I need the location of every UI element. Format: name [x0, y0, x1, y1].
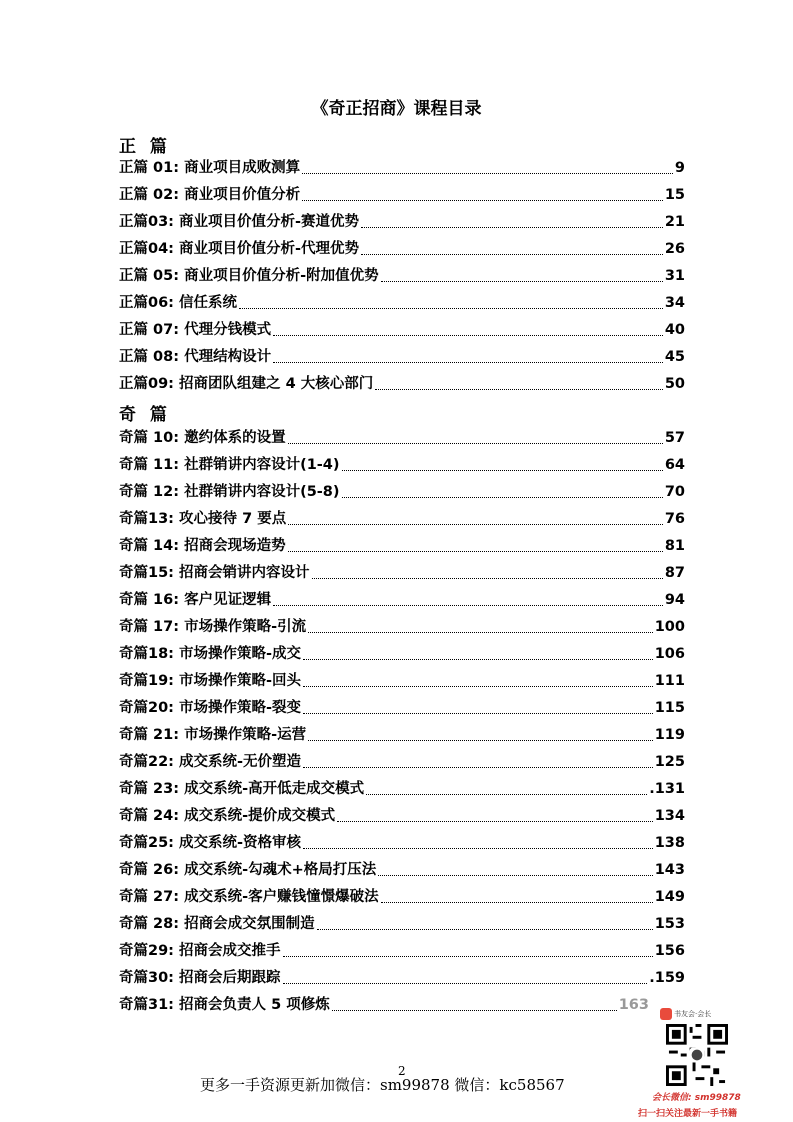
toc-entry-label: 奇篇 26: 成交系统-勾魂术+格局打压法	[119, 862, 377, 878]
toc-entry-label: 奇篇13: 攻心接待 7 要点	[119, 511, 287, 527]
toc-entry-label: 奇篇19: 市场操作策略-回头	[119, 673, 302, 689]
toc-entry-page: 156	[654, 943, 685, 959]
toc-leader-dots	[317, 928, 653, 930]
toc-entry-page: .131	[649, 781, 685, 797]
page-number: 2	[398, 1064, 406, 1078]
toc-entry-label: 正篇03: 商业项目价值分析-赛道优势	[119, 214, 360, 230]
toc-leader-dots	[332, 1009, 617, 1011]
toc-entry[interactable]	[119, 858, 685, 880]
toc-entry-label: 奇篇 14: 招商会现场造势	[119, 538, 286, 554]
toc-entry-label: 奇篇 23: 成交系统-高开低走成交模式	[119, 781, 365, 797]
toc-entry[interactable]	[119, 615, 685, 637]
toc-leader-dots	[288, 523, 663, 525]
toc-leader-dots	[303, 658, 653, 660]
toc-entry[interactable]	[119, 939, 685, 961]
toc-leader-dots	[288, 442, 663, 444]
toc-entry-page: 106	[654, 646, 685, 662]
toc-entry-label: 奇篇22: 成交系统-无价塑造	[119, 754, 302, 770]
qr-header-text: 书友会·会长	[674, 1010, 712, 1018]
toc-entry-label: 奇篇15: 招商会销讲内容设计	[119, 565, 310, 581]
toc-entry[interactable]	[119, 669, 685, 691]
toc-entry-page: 134	[654, 808, 685, 824]
toc-entry[interactable]	[119, 993, 649, 1015]
qr-code-icon	[666, 1024, 728, 1086]
toc-leader-dots	[273, 604, 663, 606]
toc-leader-dots	[378, 874, 652, 876]
toc-entry[interactable]	[119, 642, 685, 664]
toc-entry-page: 111	[654, 673, 685, 689]
toc-leader-dots	[366, 793, 647, 795]
toc-entry-page: 34	[664, 295, 685, 311]
toc-entry-label: 正篇09: 招商团队组建之 4 大核心部门	[119, 376, 374, 392]
toc-entry-page: 125	[654, 754, 685, 770]
toc-entry-label: 奇篇 28: 招商会成交氛围制造	[119, 916, 315, 932]
toc-leader-dots	[303, 847, 653, 849]
toc-entry[interactable]	[119, 831, 685, 853]
toc-entry-label: 奇篇 12: 社群销讲内容设计(5-8)	[119, 484, 340, 500]
toc-entry-label: 奇篇 27: 成交系统-客户赚钱憧憬爆破法	[119, 889, 379, 905]
logo-icon	[660, 1008, 672, 1020]
toc-entry[interactable]	[119, 750, 685, 772]
toc-entry-page: 76	[664, 511, 685, 527]
toc-entry[interactable]	[119, 885, 685, 907]
toc-entry[interactable]	[119, 345, 685, 367]
toc-entry[interactable]	[119, 966, 685, 988]
toc-entry-label: 奇篇18: 市场操作策略-成交	[119, 646, 302, 662]
toc-leader-dots	[283, 982, 648, 984]
toc-entry[interactable]	[119, 372, 685, 394]
toc-leader-dots	[273, 361, 663, 363]
toc-leader-dots	[381, 280, 663, 282]
toc-entry-page: 100	[654, 619, 685, 635]
toc-leader-dots	[302, 172, 673, 174]
toc-entry-label: 奇篇 24: 成交系统-提价成交模式	[119, 808, 336, 824]
toc-leader-dots	[312, 577, 663, 579]
toc-entry-page: .159	[649, 970, 685, 986]
toc-entry-label: 奇篇30: 招商会后期跟踪	[119, 970, 281, 986]
toc-entry-page: 119	[654, 727, 685, 743]
toc-entry-page: 153	[654, 916, 685, 932]
toc-leader-dots	[303, 685, 653, 687]
toc-leader-dots	[361, 226, 663, 228]
toc-entry-page: 9	[674, 160, 685, 176]
toc-leader-dots	[288, 550, 663, 552]
toc-entry-page: 87	[664, 565, 685, 581]
toc-entry-page: 15	[664, 187, 685, 203]
toc-entry[interactable]	[119, 804, 685, 826]
toc-entry-label: 奇篇31: 招商会负责人 5 项修炼	[119, 997, 330, 1013]
toc-entry-label: 奇篇29: 招商会成交推手	[119, 943, 281, 959]
toc-entry[interactable]	[119, 507, 685, 529]
qr-caption-scan: 扫一扫关注最新一手书籍	[638, 1109, 738, 1119]
toc-entry[interactable]	[119, 426, 685, 448]
toc-entry-page: 138	[654, 835, 685, 851]
toc-entry-page: 21	[664, 214, 685, 230]
toc-entry-label: 正篇 01: 商业项目成败测算	[119, 160, 301, 176]
toc-entry[interactable]	[119, 237, 685, 259]
toc-entry-label: 正篇 05: 商业项目价值分析-附加值优势	[119, 268, 379, 284]
toc-entry-page: 81	[664, 538, 685, 554]
toc-entry-label: 奇篇 17: 市场操作策略-引流	[119, 619, 307, 635]
document-title: 《奇正招商》课程目录	[311, 99, 482, 119]
toc-entry[interactable]	[119, 210, 685, 232]
toc-entry[interactable]	[119, 480, 685, 502]
toc-entry[interactable]	[119, 453, 685, 475]
toc-entry[interactable]	[119, 723, 685, 745]
toc-leader-dots	[375, 388, 663, 390]
toc-entry-page: 64	[664, 457, 685, 473]
toc-entry-label: 奇篇 10: 邀约体系的设置	[119, 430, 286, 446]
toc-entry-page: 149	[654, 889, 685, 905]
toc-entry-page: 26	[664, 241, 685, 257]
toc-leader-dots	[337, 820, 653, 822]
toc-entry-page: 70	[664, 484, 685, 500]
toc-entry-page: 94	[664, 592, 685, 608]
toc-entry-page: 115	[654, 700, 685, 716]
section-heading-zheng: 正 篇	[119, 137, 171, 157]
toc-entry-page: 40	[664, 322, 685, 338]
toc-entry[interactable]	[119, 777, 685, 799]
toc-entry-page: 50	[664, 376, 685, 392]
toc-leader-dots	[308, 739, 653, 741]
toc-leader-dots	[308, 631, 653, 633]
toc-entry[interactable]	[119, 291, 685, 313]
qr-caption-wechat: 会长微信: sm99878	[652, 1093, 741, 1103]
toc-entry[interactable]	[119, 156, 685, 178]
toc-entry[interactable]	[119, 534, 685, 556]
toc-entry-label: 正篇06: 信任系统	[119, 295, 238, 311]
toc-leader-dots	[342, 469, 663, 471]
toc-entry[interactable]	[119, 912, 685, 934]
toc-entry[interactable]	[119, 696, 685, 718]
toc-entry-label: 正篇 02: 商业项目价值分析	[119, 187, 301, 203]
toc-leader-dots	[361, 253, 663, 255]
footer-contact-text: 更多一手资源更新加微信：sm99878 微信：kc58567	[200, 1076, 565, 1094]
toc-entry-page: 143	[654, 862, 685, 878]
toc-entry[interactable]	[119, 318, 685, 340]
toc-leader-dots	[342, 496, 663, 498]
section-heading-qi: 奇 篇	[119, 405, 171, 425]
toc-entry-label: 奇篇 21: 市场操作策略-运营	[119, 727, 307, 743]
toc-entry[interactable]	[119, 264, 685, 286]
toc-entry-page: 45	[664, 349, 685, 365]
toc-entry-label: 奇篇25: 成交系统-资格审核	[119, 835, 302, 851]
toc-leader-dots	[303, 712, 653, 714]
toc-entry[interactable]	[119, 588, 685, 610]
toc-entry-label: 奇篇20: 市场操作策略-裂变	[119, 700, 302, 716]
toc-entry-label: 正篇04: 商业项目价值分析-代理优势	[119, 241, 360, 257]
toc-leader-dots	[302, 199, 663, 201]
toc-entry[interactable]	[119, 183, 685, 205]
toc-leader-dots	[239, 307, 663, 309]
toc-leader-dots	[283, 955, 653, 957]
toc-entry-page: 57	[664, 430, 685, 446]
toc-entry[interactable]	[119, 561, 685, 583]
toc-entry-page: 163	[618, 997, 649, 1013]
toc-leader-dots	[381, 901, 653, 903]
toc-entry-label: 奇篇 11: 社群销讲内容设计(1-4)	[119, 457, 340, 473]
toc-entry-page: 31	[664, 268, 685, 284]
qr-header	[660, 1006, 760, 1022]
toc-leader-dots	[303, 766, 653, 768]
qr-watermark	[638, 1000, 760, 1120]
toc-entry-label: 奇篇 16: 客户见证逻辑	[119, 592, 272, 608]
toc-entry-label: 正篇 07: 代理分钱模式	[119, 322, 272, 338]
toc-entry-label: 正篇 08: 代理结构设计	[119, 349, 272, 365]
toc-leader-dots	[273, 334, 663, 336]
